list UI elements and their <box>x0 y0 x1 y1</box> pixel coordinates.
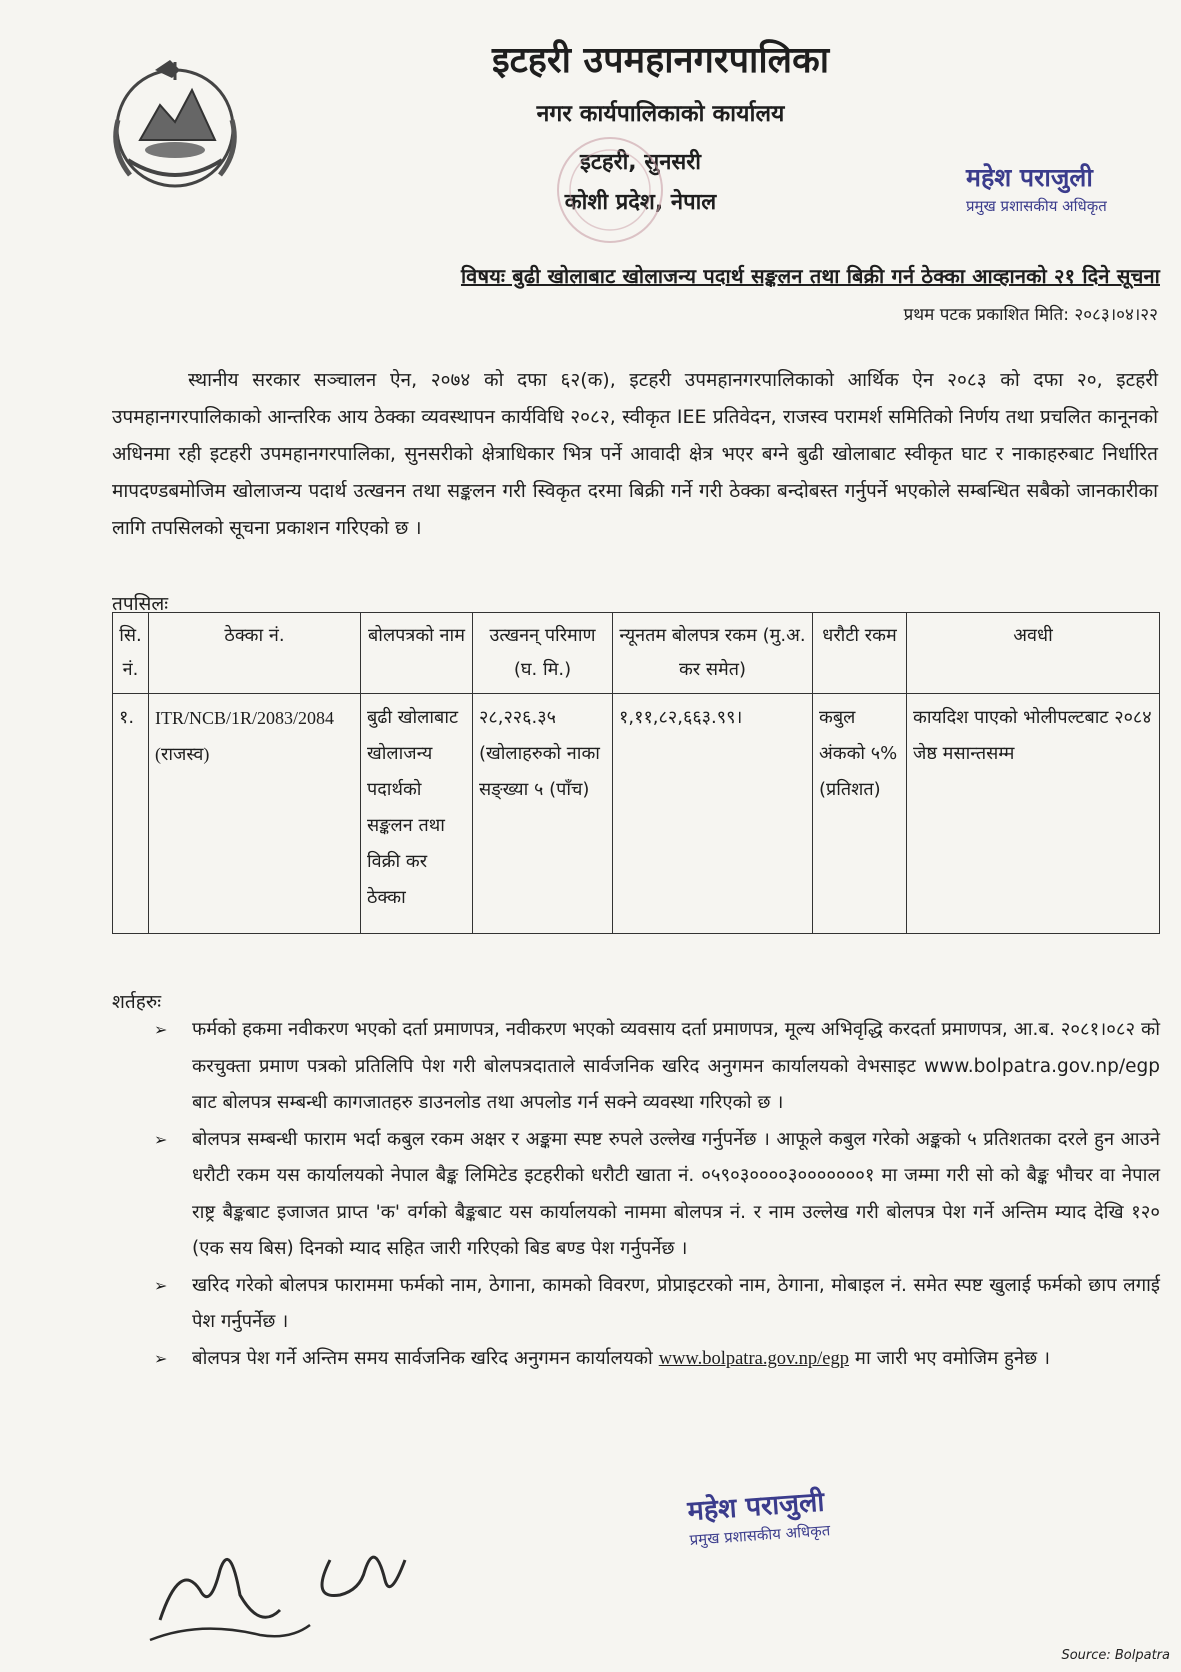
term-text: फर्मको हकमा नवीकरण भएको दर्ता प्रमाणपत्र, नवीकरण भएको व्यवसाय दर्ता प्रमाणपत्र, मूल्य अभिवृद्धि करदर्ता प्रमाणपत्र, आ.ब. २०८१।०८२ को करचुक्ता प्रमाण पत्रको प्रतिलिपि पेश गरी बोलपत्रदाताले सार्वजनिक खरिद अनुगमन कार्यालयको वेभसाइट www.bolpatra.gov.np/egp बाट बोलपत्र सम्बन्धी कागजातहरु डाउनलोड तथा अपलोड गर्न सक्ने व्यवस्था गरिएको छ । <box>192 1019 1160 1113</box>
signatory-title: प्रमुख प्रशासकीय अधिकृत <box>689 1521 831 1549</box>
arrow-bullet-icon: ➢ <box>154 1275 168 1295</box>
signatory-name: महेश पराजुली <box>686 1486 826 1528</box>
term-text: बोलपत्र पेश गर्ने अन्तिम समय सार्वजनिक खरिद अनुगमन कार्यालयको <box>192 1347 653 1369</box>
handwritten-signatures <box>140 1500 440 1650</box>
col-header-min-amount: न्यूनतम बोलपत्र रकम (मु.अ. कर समेत) <box>613 613 813 694</box>
notice-subject: विषयः बुढी खोलाबाट खोलाजन्य पदार्थ सङ्कलन तथा बिक्री गर्न ठेक्का आव्हानको २१ दिने सूचना <box>460 264 1160 288</box>
cell-contract-no: ITR/NCB/1R/2083/2084 (राजस्व) <box>149 694 361 934</box>
terms-list <box>152 1012 1160 1377</box>
col-header-sn: सि. नं. <box>113 613 149 694</box>
col-header-duration: अवधी <box>907 613 1160 694</box>
office-province: कोशी प्रदेश, नेपाल <box>564 190 717 215</box>
col-header-bid-name: बोलपत्रको नाम <box>361 613 473 694</box>
terms-label: शर्तहरुः <box>112 991 162 1013</box>
term-text: खरिद गरेको बोलपत्र फाराममा फर्मको नाम, ठेगाना, कामको विवरण, प्रोप्राइटरको नाम, ठेगाना, मोबाइल नं. समेत स्पष्ट खुलाई फर्मको छाप लगाई पेश गर्नुपर्नेछ । <box>192 1274 1160 1332</box>
list-item <box>152 1268 1160 1341</box>
office-city: इटहरी, सुनसरी <box>580 150 701 175</box>
arrow-bullet-icon: ➢ <box>154 1020 168 1039</box>
notice-intro <box>112 362 1158 547</box>
list-item <box>152 1341 1160 1378</box>
cell-duration: कायदिश पाएको भोलीपल्टबाट २०८४ जेष्ठ मसान्तसम्म <box>907 694 1160 934</box>
signatory-stamp-bottom <box>686 1473 949 1550</box>
organization-name: इटहरी उपमहानगरपालिका <box>491 40 830 81</box>
term-text: मा जारी भए वमोजिम हुनेछ । <box>854 1347 1051 1369</box>
col-header-quantity: उत्खनन् परिमाण (घ. मि.) <box>473 613 613 694</box>
office-name: नगर कार्यपालिकाको कार्यालय <box>536 101 785 127</box>
signatory-name: महेश पराजुली <box>966 163 1093 192</box>
signatory-title: प्रमुख प्रशासकीय अधिकृत <box>966 197 1107 215</box>
office-seal-stamp <box>540 130 720 260</box>
bolpatra-link[interactable]: www.bolpatra.gov.np/egp <box>658 1348 849 1369</box>
arrow-bullet-icon: ➢ <box>154 1348 168 1368</box>
table-header-row <box>113 613 1160 694</box>
source-credit: Source: Bolpatra <box>1061 1648 1170 1663</box>
cell-quantity: २८,२२६.३५ (खोलाहरुको नाका सङ्ख्या ५ (पाँच) <box>473 694 613 934</box>
details-label: तपसिलः <box>112 593 169 615</box>
signatory-stamp-top <box>966 160 1166 216</box>
list-item <box>152 1012 1160 1122</box>
cell-deposit: कबुल अंकको ५% (प्रतिशत) <box>813 694 907 934</box>
contract-table <box>112 612 1160 934</box>
table-row <box>113 694 1160 934</box>
col-header-contract-no: ठेक्का नं. <box>149 613 361 694</box>
cell-sn: १. <box>113 694 149 934</box>
col-header-deposit: धरौटी रकम <box>813 613 907 694</box>
published-date: प्रथम पटक प्रकाशित मिति: २०८३।०४।२२ <box>903 305 1158 325</box>
intro-paragraph: स्थानीय सरकार सञ्चालन ऐन, २०७४ को दफा ६२(क), इटहरी उपमहानगरपालिकाको आर्थिक ऐन २०८३ को दफा २०, इटहरी उपमहानगरपालिकाको आन्तरिक आय ठेक्का व्यवस्थापन कार्यविधि २०८२, स्वीकृत IEE प्रतिवेदन, राजस्व परामर्श समितिको निर्णय तथा प्रचलित कानूनको अधिनमा रही इटहरी उपमहानगरपालिका, सुनसरीको क्षेत्राधिकार भित्र पर्ने आवादी क्षेत्र भएर बग्ने बुढी खोलाबाट स्वीकृत घाट र नाकाहरुबाट निर्धारित मापदण्डबमोजिम खोलाजन्य पदार्थ उत्खनन तथा सङ्कलन गरी स्विकृत दरमा बिक्री गर्ने गरी ठेक्का बन्दोबस्त गर्नुपर्ने भएकोले सम्बन्धित सबैको जानकारीका लागि तपसिलको सूचना प्रकाशन गरिएको छ । <box>112 369 1158 539</box>
cell-bid-name: बुढी खोलाबाट खोलाजन्य पदार्थको सङ्कलन तथा विक्री कर ठेक्का <box>361 694 473 934</box>
arrow-bullet-icon: ➢ <box>154 1129 168 1149</box>
term-text: बोलपत्र सम्बन्धी फाराम भर्दा कबुल रकम अक्षर र अङ्कमा स्पष्ट रुपले उल्लेख गर्नुपर्नेछ । आफूले कबुल गरेको अङ्कको ५ प्रतिशतका दरले हुन आउने धरौटी रकम यस कार्यालयको नेपाल बैङ्क लिमिटेड इटहरीको धरौटी खाता नं. ०५९०३००००३०००००००१ मा जम्मा गरी सो को बैङ्क भौचर वा नेपाल राष्ट्र बैङ्कबाट इजाजत प्राप्त 'क' वर्गको बैङ्कबाट यस कार्यालयको नाममा बोलपत्र नं. र नाम उल्लेख गरी बोलपत्र पेश गर्ने अन्तिम म्याद देखि १२० (एक सय बिस) दिनको म्याद सहित जारी गरिएको बिड बण्ड पेश गर्नुपर्नेछ । <box>192 1128 1160 1259</box>
cell-min-amount: १,११,८२,६६३.९९। <box>613 694 813 934</box>
list-item <box>152 1122 1160 1268</box>
